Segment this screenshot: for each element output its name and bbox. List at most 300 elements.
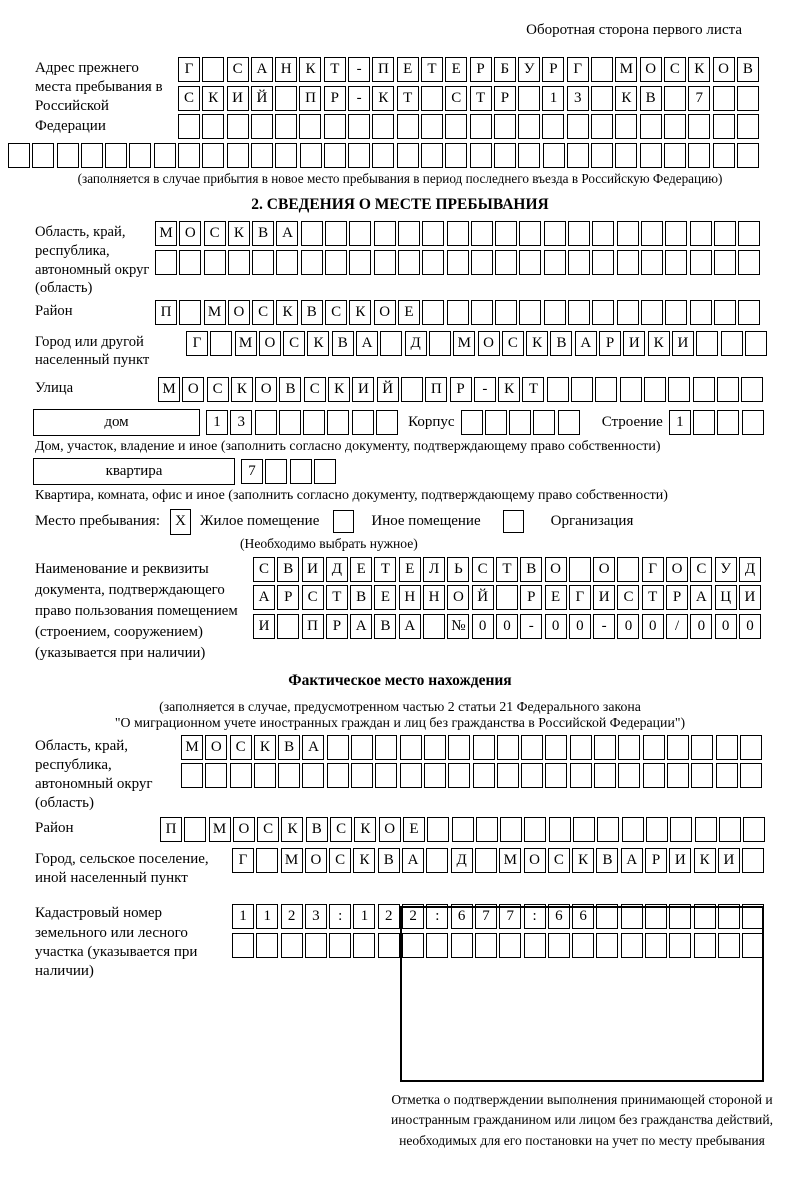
char-box: С (445, 86, 467, 111)
document-field (35, 557, 800, 664)
char-box: Й (251, 86, 273, 111)
char-box (519, 250, 541, 275)
char-grid (178, 57, 759, 82)
char-box: К (648, 331, 670, 356)
char-box (375, 735, 397, 760)
char-box: О (233, 817, 255, 842)
char-box: С (204, 221, 226, 246)
char-box (573, 817, 595, 842)
char-box: К (349, 300, 371, 325)
char-box (743, 817, 765, 842)
char-box (8, 143, 30, 168)
char-box: А (690, 585, 712, 610)
char-grid (206, 410, 398, 435)
char-box (667, 763, 689, 788)
fact-note2: "О миграционном учете иностранных граждан и лиц без гражданства в Российской Федерации") (114, 714, 686, 730)
char-box: О (666, 557, 688, 582)
checkbox-zhiloe: X (170, 509, 191, 535)
char-box: Е (399, 557, 421, 582)
char-box: 7 (475, 904, 497, 929)
char-box (737, 143, 759, 168)
char-box: Р (494, 86, 516, 111)
char-box: Й (472, 585, 494, 610)
char-box (617, 300, 639, 325)
char-box (519, 221, 541, 246)
char-box (429, 331, 451, 356)
char-box: И (593, 585, 615, 610)
mesto-label: Место пребывания: (35, 513, 160, 530)
dom-label-box: дом (33, 409, 200, 436)
char-grid (253, 614, 761, 639)
ulitsa-field (35, 377, 800, 406)
char-box (640, 143, 662, 168)
checkbox-inoe (333, 510, 354, 533)
char-box (547, 377, 569, 402)
char-box: И (352, 377, 374, 402)
char-box: Е (445, 57, 467, 82)
char-grid (155, 250, 760, 275)
char-box (448, 763, 470, 788)
char-box: О (179, 221, 201, 246)
char-box: Е (374, 585, 396, 610)
char-box: О (305, 848, 327, 873)
char-box: А (302, 735, 324, 760)
char-box (496, 585, 518, 610)
char-box (349, 250, 371, 275)
char-box: А (350, 614, 372, 639)
char-box (713, 143, 735, 168)
char-box: К (615, 86, 637, 111)
char-box (617, 250, 639, 275)
char-box (591, 114, 613, 139)
char-box: 0 (569, 614, 591, 639)
kvartira-row (33, 458, 800, 485)
char-box: : (524, 904, 546, 929)
char-box: К (498, 377, 520, 402)
char-box (301, 250, 323, 275)
char-box (202, 57, 224, 82)
char-box: К (353, 848, 375, 873)
char-box (81, 143, 103, 168)
char-box (591, 57, 613, 82)
fact-oblast-grids (181, 735, 762, 814)
char-box (302, 763, 324, 788)
char-box: 0 (642, 614, 664, 639)
char-box: С (227, 57, 249, 82)
char-box: С (548, 848, 570, 873)
char-box (374, 221, 396, 246)
char-grid (155, 300, 760, 325)
char-box: М (453, 331, 475, 356)
char-box: - (348, 57, 370, 82)
char-box (618, 763, 640, 788)
char-box (445, 114, 467, 139)
char-box: Е (545, 585, 567, 610)
char-box: О (182, 377, 204, 402)
char-box: К (202, 86, 224, 111)
char-box (485, 410, 507, 435)
char-box: И (227, 86, 249, 111)
char-box (714, 250, 736, 275)
char-box: С (302, 585, 324, 610)
char-box: Р (450, 377, 472, 402)
char-box: Г (178, 57, 200, 82)
char-box (643, 735, 665, 760)
char-box: Р (599, 331, 621, 356)
char-box (738, 300, 760, 325)
char-box (688, 114, 710, 139)
char-box (422, 250, 444, 275)
char-box (643, 763, 665, 788)
char-box (475, 848, 497, 873)
char-box (500, 817, 522, 842)
fact-gorod-label: Город, сельское поселение, иной населенный пункт (35, 850, 209, 887)
char-box (641, 300, 663, 325)
char-box: Т (397, 86, 419, 111)
char-box (401, 377, 423, 402)
char-box (210, 331, 232, 356)
char-box (473, 763, 495, 788)
fact-title: Фактическое место нахождения (288, 671, 512, 689)
char-box: И (253, 614, 275, 639)
char-box (717, 377, 739, 402)
char-box (690, 250, 712, 275)
char-box (300, 143, 322, 168)
char-box (372, 114, 394, 139)
char-box: 0 (715, 614, 737, 639)
char-box (375, 763, 397, 788)
char-box (422, 221, 444, 246)
char-box: С (257, 817, 279, 842)
char-box (325, 221, 347, 246)
section2-title: 2. СВЕДЕНИЯ О МЕСТЕ ПРЕБЫВАНИЯ (251, 196, 549, 214)
char-box (615, 114, 637, 139)
char-box (461, 410, 483, 435)
char-box (205, 763, 227, 788)
char-box (427, 817, 449, 842)
char-box: С (330, 817, 352, 842)
stamp-box (400, 906, 764, 1082)
char-grid (232, 848, 764, 873)
char-box (275, 143, 297, 168)
char-box: С (230, 735, 252, 760)
char-box (227, 143, 249, 168)
char-box (351, 735, 373, 760)
char-box (617, 557, 639, 582)
mesto-note: (Необходимо выбрать нужное) (240, 535, 418, 551)
char-box (471, 300, 493, 325)
char-box: П (299, 86, 321, 111)
char-box (716, 763, 738, 788)
char-box: В (350, 585, 372, 610)
char-box (256, 848, 278, 873)
char-box (400, 735, 422, 760)
char-box (688, 143, 710, 168)
char-box: В (520, 557, 542, 582)
char-box (714, 221, 736, 246)
mesto-row (35, 509, 800, 535)
char-box (178, 143, 200, 168)
char-box: 0 (617, 614, 639, 639)
char-box: А (356, 331, 378, 356)
char-box: Т (470, 86, 492, 111)
char-box (521, 763, 543, 788)
char-box: О (478, 331, 500, 356)
char-box (524, 817, 546, 842)
char-box: К (231, 377, 253, 402)
char-box (567, 143, 589, 168)
char-box: Д (326, 557, 348, 582)
char-box: 1 (542, 86, 564, 111)
char-box: Т (326, 585, 348, 610)
ulitsa-label: Улица (35, 380, 74, 396)
char-box (569, 557, 591, 582)
char-box: Е (398, 300, 420, 325)
char-box (690, 221, 712, 246)
char-box: О (374, 300, 396, 325)
char-box: 0 (739, 614, 761, 639)
char-box (202, 114, 224, 139)
char-box (495, 250, 517, 275)
char-box: Й (377, 377, 399, 402)
char-box (737, 86, 759, 111)
char-box (256, 933, 278, 958)
char-box: Н (399, 585, 421, 610)
char-box: О (713, 57, 735, 82)
char-box: И (739, 585, 761, 610)
char-box (277, 614, 299, 639)
char-box: : (329, 904, 351, 929)
char-box (665, 250, 687, 275)
char-box: В (737, 57, 759, 82)
char-box (181, 763, 203, 788)
char-box (426, 848, 448, 873)
char-box (738, 250, 760, 275)
char-box (494, 143, 516, 168)
stroenie-label: Строение (601, 413, 663, 430)
oblast-label: Область, край, республика, автономный округ (область) (35, 224, 150, 297)
raion-label: Район (35, 303, 73, 320)
char-box: 2 (281, 904, 303, 929)
fact-gorod-field (35, 848, 800, 888)
char-box (690, 300, 712, 325)
char-grid (178, 86, 759, 111)
char-box: С (664, 57, 686, 82)
char-box (398, 221, 420, 246)
char-box: А (276, 221, 298, 246)
char-box (290, 459, 312, 484)
char-box (421, 86, 443, 111)
fact-raion-field (35, 817, 800, 846)
char-box (544, 250, 566, 275)
char-box: С (325, 300, 347, 325)
char-grid (461, 410, 580, 435)
char-box: 1 (206, 410, 228, 435)
char-box (179, 250, 201, 275)
char-box (275, 114, 297, 139)
char-box (567, 114, 589, 139)
char-box (447, 300, 469, 325)
char-box: О (228, 300, 250, 325)
char-box: К (254, 735, 276, 760)
char-box: О (379, 817, 401, 842)
char-box: П (302, 614, 324, 639)
char-box: Г (642, 557, 664, 582)
char-box: 2 (378, 904, 400, 929)
char-box: 0 (472, 614, 494, 639)
char-box (327, 735, 349, 760)
char-box (327, 410, 349, 435)
char-box: Ь (447, 557, 469, 582)
char-box: Г (232, 848, 254, 873)
char-box (471, 221, 493, 246)
char-box (495, 300, 517, 325)
option-org-label: Организация (550, 513, 634, 530)
char-box (521, 735, 543, 760)
char-box: В (301, 300, 323, 325)
char-box: 1 (256, 904, 278, 929)
char-box (592, 221, 614, 246)
char-box: Ц (715, 585, 737, 610)
char-box: О (259, 331, 281, 356)
document-label: Наименование и реквизиты документа, подтверждающего право пользования помещением (строением, сооружением) (указывается при наличии) (35, 560, 238, 661)
char-box (665, 221, 687, 246)
char-box (445, 143, 467, 168)
char-box (325, 250, 347, 275)
char-box: В (374, 614, 396, 639)
char-box (544, 221, 566, 246)
char-box: 0 (496, 614, 518, 639)
char-box (129, 143, 151, 168)
char-box: К (281, 817, 303, 842)
char-box: К (354, 817, 376, 842)
char-box: Р (324, 86, 346, 111)
char-box: - (474, 377, 496, 402)
fact-oblast-field (35, 735, 800, 814)
char-box: Т (421, 57, 443, 82)
char-box: М (615, 57, 637, 82)
char-box: Т (496, 557, 518, 582)
char-box (664, 114, 686, 139)
char-box (32, 143, 54, 168)
char-box: В (640, 86, 662, 111)
char-box (544, 300, 566, 325)
char-box: И (302, 557, 324, 582)
char-box (617, 221, 639, 246)
char-box: 1 (232, 904, 254, 929)
char-box (644, 377, 666, 402)
char-box (422, 300, 444, 325)
char-box: В (252, 221, 274, 246)
char-box: Д (739, 557, 761, 582)
char-box: С (472, 557, 494, 582)
char-box: С (253, 557, 275, 582)
char-box: В (306, 817, 328, 842)
char-box (154, 143, 176, 168)
char-box (202, 143, 224, 168)
char-box: 3 (230, 410, 252, 435)
char-box: С (178, 86, 200, 111)
char-box (378, 933, 400, 958)
char-box (301, 221, 323, 246)
char-box (533, 410, 555, 435)
char-box (397, 114, 419, 139)
char-box (597, 817, 619, 842)
char-box (591, 143, 613, 168)
char-box (281, 933, 303, 958)
char-box (329, 933, 351, 958)
char-box: Л (423, 557, 445, 582)
char-box: К (694, 848, 716, 873)
char-box: П (155, 300, 177, 325)
char-box: 7 (499, 904, 521, 929)
char-box (696, 331, 718, 356)
char-box: А (402, 848, 424, 873)
char-box (276, 250, 298, 275)
char-box (324, 114, 346, 139)
char-box (352, 410, 374, 435)
char-box (595, 377, 617, 402)
char-box: М (181, 735, 203, 760)
char-box (324, 143, 346, 168)
char-box (693, 377, 715, 402)
char-box: С (283, 331, 305, 356)
char-box (592, 250, 614, 275)
char-box (230, 763, 252, 788)
char-box: К (328, 377, 350, 402)
char-box: - (520, 614, 542, 639)
char-box (421, 143, 443, 168)
char-box: Н (275, 57, 297, 82)
char-box (543, 143, 565, 168)
char-grid (181, 735, 762, 760)
fact-raion-label: Район (35, 820, 74, 837)
char-box (641, 221, 663, 246)
gorod-field (35, 331, 800, 370)
char-box (594, 735, 616, 760)
char-box: А (621, 848, 643, 873)
char-box (353, 933, 375, 958)
char-box: 1 (669, 410, 691, 435)
char-box (713, 114, 735, 139)
kvartira-label-box: квартира (33, 458, 235, 485)
char-box (374, 250, 396, 275)
char-box (615, 143, 637, 168)
char-box: В (277, 557, 299, 582)
char-box (737, 114, 759, 139)
char-box: В (278, 735, 300, 760)
char-box: М (158, 377, 180, 402)
char-box: К (526, 331, 548, 356)
fact-oblast-label: Область, край, республика, автономный округ (область) (35, 737, 153, 812)
char-box: В (596, 848, 618, 873)
char-box (667, 735, 689, 760)
char-box: 2 (402, 904, 424, 929)
char-box: К (276, 300, 298, 325)
char-box: М (209, 817, 231, 842)
char-box (57, 143, 79, 168)
char-grid (253, 557, 761, 582)
char-box (549, 817, 571, 842)
char-box (691, 735, 713, 760)
char-box: В (332, 331, 354, 356)
prev-address-field (35, 57, 800, 143)
char-box: Т (642, 585, 664, 610)
char-box: 6 (572, 904, 594, 929)
char-grid (178, 114, 759, 139)
char-box: Р (645, 848, 667, 873)
char-box: У (518, 57, 540, 82)
